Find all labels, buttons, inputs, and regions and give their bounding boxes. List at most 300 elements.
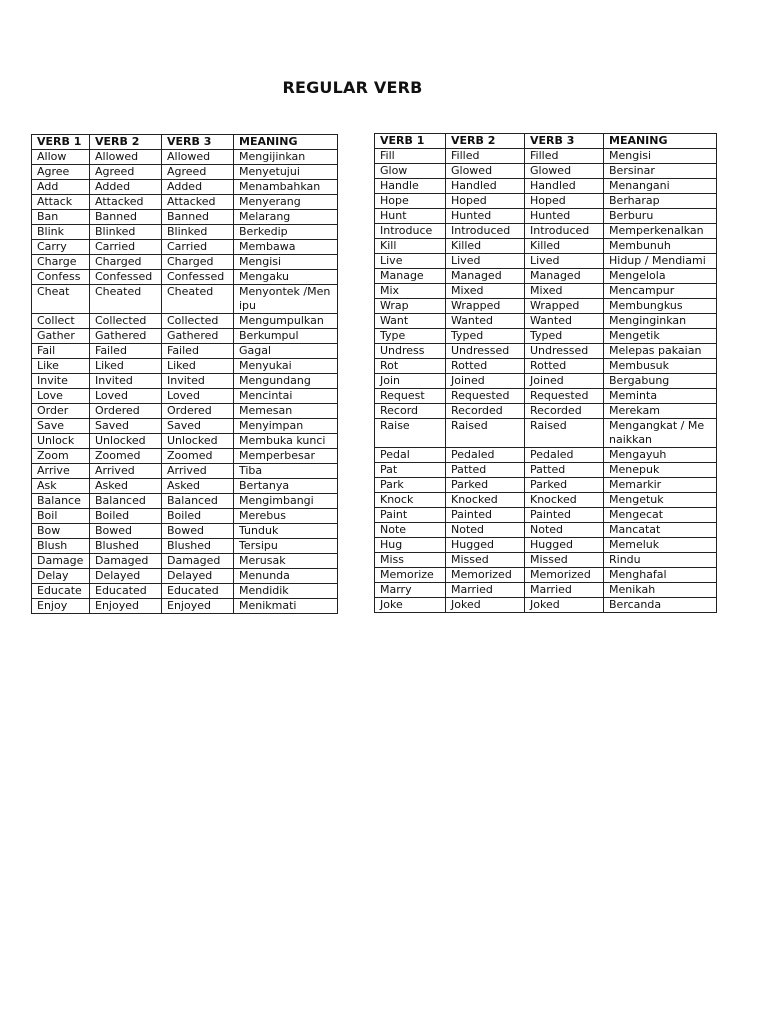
table-row xyxy=(32,329,338,344)
cell-verb3: Knocked xyxy=(525,493,604,508)
cell-verb1: Allow xyxy=(32,150,90,165)
cell-verb3: Charged xyxy=(162,255,234,270)
cell-verb1: Request xyxy=(375,389,446,404)
table-row xyxy=(375,568,717,583)
cell-meaning: Berkedip xyxy=(234,225,338,240)
cell-meaning: Membusuk xyxy=(604,359,717,374)
table-row xyxy=(375,493,717,508)
cell-verb1: Want xyxy=(375,314,446,329)
cell-meaning: Mancatat xyxy=(604,523,717,538)
table-row xyxy=(375,299,717,314)
cell-verb1: Park xyxy=(375,478,446,493)
cell-verb2: Ordered xyxy=(90,404,162,419)
cell-meaning: Menepuk xyxy=(604,463,717,478)
cell-verb3: Gathered xyxy=(162,329,234,344)
cell-meaning: Meminta xyxy=(604,389,717,404)
table-row xyxy=(375,269,717,284)
cell-verb2: Introduced xyxy=(446,224,525,239)
cell-verb1: Pat xyxy=(375,463,446,478)
cell-verb2: Hoped xyxy=(446,194,525,209)
cell-verb2: Agreed xyxy=(90,165,162,180)
table-row xyxy=(32,599,338,614)
cell-meaning: Menyimpan xyxy=(234,419,338,434)
table-row xyxy=(375,508,717,523)
cell-verb1: Paint xyxy=(375,508,446,523)
table-row xyxy=(375,194,717,209)
cell-meaning: Mengundang xyxy=(234,374,338,389)
cell-meaning: Membunuh xyxy=(604,239,717,254)
table-row xyxy=(375,149,717,164)
table-row xyxy=(32,374,338,389)
table-row xyxy=(32,554,338,569)
cell-verb3: Allowed xyxy=(162,150,234,165)
cell-verb1: Damage xyxy=(32,554,90,569)
cell-verb2: Invited xyxy=(90,374,162,389)
table-row xyxy=(375,254,717,269)
column-header-verb2: VERB 2 xyxy=(90,135,162,150)
cell-meaning: Mengayuh xyxy=(604,448,717,463)
cell-verb1: Fail xyxy=(32,344,90,359)
table-row xyxy=(32,569,338,584)
cell-verb1: Boil xyxy=(32,509,90,524)
cell-verb3: Glowed xyxy=(525,164,604,179)
cell-verb3: Filled xyxy=(525,149,604,164)
cell-meaning: Melarang xyxy=(234,210,338,225)
cell-verb3: Parked xyxy=(525,478,604,493)
cell-verb3: Asked xyxy=(162,479,234,494)
cell-verb3: Missed xyxy=(525,553,604,568)
column-header-verb3: VERB 3 xyxy=(162,135,234,150)
cell-verb2: Painted xyxy=(446,508,525,523)
cell-verb1: Pedal xyxy=(375,448,446,463)
cell-meaning: Gagal xyxy=(234,344,338,359)
cell-verb3: Requested xyxy=(525,389,604,404)
cell-verb1: Blush xyxy=(32,539,90,554)
cell-verb3: Noted xyxy=(525,523,604,538)
cell-meaning: Mengetik xyxy=(604,329,717,344)
cell-verb2: Attacked xyxy=(90,195,162,210)
cell-verb2: Failed xyxy=(90,344,162,359)
table-row xyxy=(32,449,338,464)
table-row xyxy=(375,523,717,538)
cell-meaning: Menyontek /Menipu xyxy=(234,285,338,314)
table-row xyxy=(375,179,717,194)
cell-meaning: Berharap xyxy=(604,194,717,209)
cell-verb3: Saved xyxy=(162,419,234,434)
cell-meaning: Menyerang xyxy=(234,195,338,210)
cell-verb1: Knock xyxy=(375,493,446,508)
cell-verb2: Married xyxy=(446,583,525,598)
cell-meaning: Menangani xyxy=(604,179,717,194)
cell-verb3: Enjoyed xyxy=(162,599,234,614)
cell-verb2: Memorized xyxy=(446,568,525,583)
cell-verb2: Managed xyxy=(446,269,525,284)
cell-verb3: Added xyxy=(162,180,234,195)
cell-verb2: Mixed xyxy=(446,284,525,299)
cell-verb1: Raise xyxy=(375,419,446,448)
table-row xyxy=(32,165,338,180)
cell-verb1: Enjoy xyxy=(32,599,90,614)
cell-verb3: Arrived xyxy=(162,464,234,479)
cell-meaning: Mengecat xyxy=(604,508,717,523)
table-row xyxy=(32,464,338,479)
cell-meaning: Mengijinkan xyxy=(234,150,338,165)
cell-verb1: Ask xyxy=(32,479,90,494)
cell-verb2: Noted xyxy=(446,523,525,538)
cell-verb3: Recorded xyxy=(525,404,604,419)
table-row xyxy=(32,314,338,329)
verb-table-right xyxy=(374,133,717,613)
cell-verb2: Liked xyxy=(90,359,162,374)
table-row xyxy=(32,344,338,359)
cell-verb2: Parked xyxy=(446,478,525,493)
cell-meaning: Memesan xyxy=(234,404,338,419)
cell-verb3: Wrapped xyxy=(525,299,604,314)
cell-verb2: Balanced xyxy=(90,494,162,509)
column-header-verb1: VERB 1 xyxy=(32,135,90,150)
cell-verb1: Undress xyxy=(375,344,446,359)
cell-meaning: Menghafal xyxy=(604,568,717,583)
cell-verb3: Failed xyxy=(162,344,234,359)
cell-verb1: Joke xyxy=(375,598,446,613)
cell-meaning: Mengaku xyxy=(234,270,338,285)
table-row xyxy=(375,284,717,299)
table-row xyxy=(32,419,338,434)
table-row xyxy=(375,463,717,478)
cell-verb2: Pedaled xyxy=(446,448,525,463)
cell-verb1: Kill xyxy=(375,239,446,254)
cell-verb3: Hoped xyxy=(525,194,604,209)
cell-verb2: Wrapped xyxy=(446,299,525,314)
cell-verb2: Recorded xyxy=(446,404,525,419)
cell-meaning: Mengelola xyxy=(604,269,717,284)
cell-meaning: Memperkenalkan xyxy=(604,224,717,239)
cell-verb3: Rotted xyxy=(525,359,604,374)
cell-verb1: Like xyxy=(32,359,90,374)
cell-verb2: Hunted xyxy=(446,209,525,224)
cell-verb3: Agreed xyxy=(162,165,234,180)
table-row xyxy=(32,404,338,419)
cell-meaning: Mengimbangi xyxy=(234,494,338,509)
table-row xyxy=(32,180,338,195)
cell-verb3: Hunted xyxy=(525,209,604,224)
cell-verb2: Hugged xyxy=(446,538,525,553)
cell-meaning: Melepas pakaian xyxy=(604,344,717,359)
cell-verb1: Charge xyxy=(32,255,90,270)
cell-verb2: Charged xyxy=(90,255,162,270)
cell-meaning: Menunda xyxy=(234,569,338,584)
cell-verb2: Allowed xyxy=(90,150,162,165)
table-row xyxy=(32,524,338,539)
cell-meaning: Mengetuk xyxy=(604,493,717,508)
cell-verb2: Banned xyxy=(90,210,162,225)
cell-verb3: Wanted xyxy=(525,314,604,329)
cell-verb1: Mix xyxy=(375,284,446,299)
table-row xyxy=(375,583,717,598)
cell-verb1: Invite xyxy=(32,374,90,389)
cell-verb1: Gather xyxy=(32,329,90,344)
cell-verb2: Blinked xyxy=(90,225,162,240)
cell-verb1: Delay xyxy=(32,569,90,584)
cell-verb2: Typed xyxy=(446,329,525,344)
cell-verb3: Introduced xyxy=(525,224,604,239)
table-row xyxy=(375,359,717,374)
cell-verb2: Carried xyxy=(90,240,162,255)
cell-verb2: Wanted xyxy=(446,314,525,329)
cell-verb3: Killed xyxy=(525,239,604,254)
table-row xyxy=(32,584,338,599)
cell-verb2: Enjoyed xyxy=(90,599,162,614)
table-row xyxy=(32,509,338,524)
cell-verb1: Unlock xyxy=(32,434,90,449)
cell-verb1: Balance xyxy=(32,494,90,509)
cell-verb1: Carry xyxy=(32,240,90,255)
table-row xyxy=(32,389,338,404)
cell-verb1: Marry xyxy=(375,583,446,598)
cell-meaning: Bertanya xyxy=(234,479,338,494)
table-row xyxy=(375,419,717,448)
cell-verb3: Blushed xyxy=(162,539,234,554)
table-row xyxy=(375,404,717,419)
cell-verb3: Educated xyxy=(162,584,234,599)
cell-meaning: Hidup / Mendiami xyxy=(604,254,717,269)
cell-verb1: Agree xyxy=(32,165,90,180)
cell-meaning: Mengisi xyxy=(604,149,717,164)
table-row xyxy=(375,553,717,568)
column-header-verb3: VERB 3 xyxy=(525,134,604,149)
cell-verb1: Memorize xyxy=(375,568,446,583)
cell-verb1: Note xyxy=(375,523,446,538)
verb-table-left xyxy=(31,134,338,614)
table-row xyxy=(375,344,717,359)
cell-verb1: Cheat xyxy=(32,285,90,314)
table-row xyxy=(32,255,338,270)
cell-verb3: Hugged xyxy=(525,538,604,553)
cell-verb3: Invited xyxy=(162,374,234,389)
cell-verb3: Typed xyxy=(525,329,604,344)
cell-meaning: Menyetujui xyxy=(234,165,338,180)
table-row xyxy=(375,478,717,493)
cell-verb1: Attack xyxy=(32,195,90,210)
cell-verb2: Patted xyxy=(446,463,525,478)
cell-meaning: Membawa xyxy=(234,240,338,255)
cell-meaning: Menambahkan xyxy=(234,180,338,195)
cell-verb3: Patted xyxy=(525,463,604,478)
cell-verb3: Bowed xyxy=(162,524,234,539)
cell-verb3: Delayed xyxy=(162,569,234,584)
cell-verb1: Live xyxy=(375,254,446,269)
cell-verb1: Blink xyxy=(32,225,90,240)
cell-verb3: Memorized xyxy=(525,568,604,583)
column-header-meaning: MEANING xyxy=(234,135,338,150)
cell-verb3: Liked xyxy=(162,359,234,374)
cell-verb1: Bow xyxy=(32,524,90,539)
cell-verb1: Add xyxy=(32,180,90,195)
cell-meaning: Memarkir xyxy=(604,478,717,493)
cell-verb2: Collected xyxy=(90,314,162,329)
cell-verb2: Glowed xyxy=(446,164,525,179)
cell-verb1: Handle xyxy=(375,179,446,194)
cell-verb2: Educated xyxy=(90,584,162,599)
table-row xyxy=(32,479,338,494)
cell-verb2: Handled xyxy=(446,179,525,194)
cell-verb3: Pedaled xyxy=(525,448,604,463)
cell-verb2: Knocked xyxy=(446,493,525,508)
cell-verb3: Joked xyxy=(525,598,604,613)
cell-verb1: Hug xyxy=(375,538,446,553)
cell-verb1: Join xyxy=(375,374,446,389)
cell-verb1: Rot xyxy=(375,359,446,374)
cell-meaning: Memeluk xyxy=(604,538,717,553)
cell-verb3: Confessed xyxy=(162,270,234,285)
cell-verb1: Arrive xyxy=(32,464,90,479)
cell-verb3: Carried xyxy=(162,240,234,255)
column-header-verb1: VERB 1 xyxy=(375,134,446,149)
cell-meaning: Merusak xyxy=(234,554,338,569)
cell-meaning: Menyukai xyxy=(234,359,338,374)
table-row xyxy=(375,224,717,239)
cell-verb3: Banned xyxy=(162,210,234,225)
table-row xyxy=(375,448,717,463)
cell-verb2: Joked xyxy=(446,598,525,613)
cell-verb1: Record xyxy=(375,404,446,419)
cell-verb2: Cheated xyxy=(90,285,162,314)
cell-verb1: Fill xyxy=(375,149,446,164)
table-row xyxy=(32,285,338,314)
cell-meaning: Mengumpulkan xyxy=(234,314,338,329)
cell-verb2: Added xyxy=(90,180,162,195)
cell-verb1: Educate xyxy=(32,584,90,599)
table-row xyxy=(375,314,717,329)
cell-verb3: Joined xyxy=(525,374,604,389)
cell-verb3: Raised xyxy=(525,419,604,448)
cell-verb2: Lived xyxy=(446,254,525,269)
table-row xyxy=(32,150,338,165)
cell-meaning: Tersipu xyxy=(234,539,338,554)
cell-verb3: Ordered xyxy=(162,404,234,419)
cell-verb2: Arrived xyxy=(90,464,162,479)
cell-verb2: Bowed xyxy=(90,524,162,539)
cell-meaning: Merebus xyxy=(234,509,338,524)
table-row xyxy=(32,240,338,255)
cell-verb1: Hunt xyxy=(375,209,446,224)
table-row xyxy=(32,210,338,225)
cell-verb1: Type xyxy=(375,329,446,344)
cell-meaning: Membuka kunci xyxy=(234,434,338,449)
page-title: REGULAR VERB xyxy=(282,78,423,97)
cell-verb2: Undressed xyxy=(446,344,525,359)
cell-verb3: Damaged xyxy=(162,554,234,569)
cell-verb2: Joined xyxy=(446,374,525,389)
cell-meaning: Mengisi xyxy=(234,255,338,270)
cell-meaning: Bergabung xyxy=(604,374,717,389)
cell-verb2: Damaged xyxy=(90,554,162,569)
table-row xyxy=(375,389,717,404)
table-header-row xyxy=(32,135,338,150)
cell-verb2: Boiled xyxy=(90,509,162,524)
table-row xyxy=(375,598,717,613)
table-row xyxy=(375,538,717,553)
table-row xyxy=(32,225,338,240)
cell-verb3: Lived xyxy=(525,254,604,269)
cell-meaning: Merekam xyxy=(604,404,717,419)
cell-verb1: Miss xyxy=(375,553,446,568)
table-row xyxy=(375,329,717,344)
cell-verb3: Balanced xyxy=(162,494,234,509)
table-row xyxy=(32,270,338,285)
cell-verb1: Collect xyxy=(32,314,90,329)
cell-meaning: Menikmati xyxy=(234,599,338,614)
cell-verb3: Attacked xyxy=(162,195,234,210)
cell-verb1: Ban xyxy=(32,210,90,225)
cell-verb1: Manage xyxy=(375,269,446,284)
cell-verb3: Collected xyxy=(162,314,234,329)
cell-meaning: Membungkus xyxy=(604,299,717,314)
cell-verb3: Loved xyxy=(162,389,234,404)
column-header-verb2: VERB 2 xyxy=(446,134,525,149)
cell-verb3: Zoomed xyxy=(162,449,234,464)
table-row xyxy=(375,239,717,254)
cell-meaning: Mencintai xyxy=(234,389,338,404)
cell-meaning: Tunduk xyxy=(234,524,338,539)
cell-verb1: Confess xyxy=(32,270,90,285)
cell-verb1: Hope xyxy=(375,194,446,209)
table-header-row xyxy=(375,134,717,149)
cell-meaning: Rindu xyxy=(604,553,717,568)
cell-verb2: Filled xyxy=(446,149,525,164)
cell-meaning: Menikah xyxy=(604,583,717,598)
cell-verb2: Missed xyxy=(446,553,525,568)
cell-verb2: Loved xyxy=(90,389,162,404)
cell-verb3: Handled xyxy=(525,179,604,194)
cell-verb3: Boiled xyxy=(162,509,234,524)
cell-verb2: Blushed xyxy=(90,539,162,554)
cell-verb2: Unlocked xyxy=(90,434,162,449)
table-row xyxy=(32,359,338,374)
cell-verb2: Gathered xyxy=(90,329,162,344)
cell-verb3: Unlocked xyxy=(162,434,234,449)
cell-verb1: Zoom xyxy=(32,449,90,464)
cell-meaning: Menginginkan xyxy=(604,314,717,329)
cell-meaning: Tiba xyxy=(234,464,338,479)
cell-meaning: Memperbesar xyxy=(234,449,338,464)
cell-verb2: Asked xyxy=(90,479,162,494)
cell-verb3: Painted xyxy=(525,508,604,523)
table-row xyxy=(32,539,338,554)
cell-verb1: Glow xyxy=(375,164,446,179)
table-row xyxy=(32,434,338,449)
cell-meaning: Mengangkat / Menaikkan xyxy=(604,419,717,448)
cell-verb2: Killed xyxy=(446,239,525,254)
cell-meaning: Berkumpul xyxy=(234,329,338,344)
cell-verb3: Mixed xyxy=(525,284,604,299)
cell-verb2: Confessed xyxy=(90,270,162,285)
table-row xyxy=(375,374,717,389)
cell-verb2: Saved xyxy=(90,419,162,434)
cell-verb2: Requested xyxy=(446,389,525,404)
table-row xyxy=(375,164,717,179)
cell-verb1: Love xyxy=(32,389,90,404)
cell-verb3: Undressed xyxy=(525,344,604,359)
cell-verb3: Cheated xyxy=(162,285,234,314)
column-header-meaning: MEANING xyxy=(604,134,717,149)
cell-meaning: Bercanda xyxy=(604,598,717,613)
cell-meaning: Bersinar xyxy=(604,164,717,179)
cell-verb1: Wrap xyxy=(375,299,446,314)
cell-verb1: Introduce xyxy=(375,224,446,239)
table-row xyxy=(32,494,338,509)
cell-meaning: Mencampur xyxy=(604,284,717,299)
